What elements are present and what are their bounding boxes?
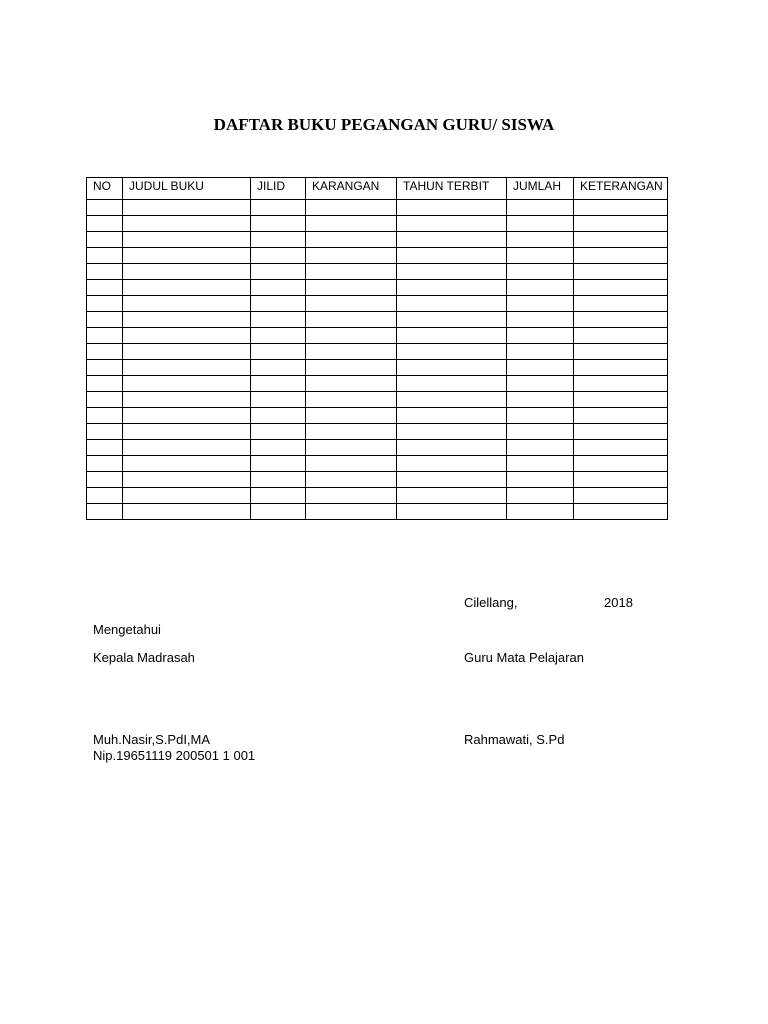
header-karangan: KARANGAN	[306, 178, 397, 200]
table-cell	[574, 200, 668, 216]
table-cell	[574, 424, 668, 440]
header-jilid: JILID	[251, 178, 306, 200]
header-jumlah: JUMLAH	[507, 178, 574, 200]
table-cell	[397, 392, 507, 408]
table-row	[87, 472, 668, 488]
table-cell	[306, 280, 397, 296]
table-cell	[87, 376, 123, 392]
table-cell	[87, 296, 123, 312]
table-cell	[397, 488, 507, 504]
table-cell	[123, 280, 251, 296]
table-cell	[306, 440, 397, 456]
table-row	[87, 440, 668, 456]
table-cell	[306, 472, 397, 488]
table-cell	[507, 488, 574, 504]
table-cell	[306, 360, 397, 376]
table-row	[87, 376, 668, 392]
table-cell	[397, 264, 507, 280]
table-cell	[123, 440, 251, 456]
right-signer-name: Rahmawati, S.Pd	[464, 732, 565, 747]
table-cell	[397, 280, 507, 296]
table-cell	[306, 248, 397, 264]
table-cell	[306, 328, 397, 344]
table-cell	[397, 200, 507, 216]
table-cell	[507, 360, 574, 376]
header-judul-buku: JUDUL BUKU	[123, 178, 251, 200]
table-cell	[574, 344, 668, 360]
table-cell	[123, 424, 251, 440]
table-cell	[251, 456, 306, 472]
table-cell	[574, 504, 668, 520]
table-cell	[306, 200, 397, 216]
table-cell	[306, 376, 397, 392]
table-cell	[574, 280, 668, 296]
table-cell	[397, 328, 507, 344]
table-cell	[87, 200, 123, 216]
table-cell	[306, 488, 397, 504]
table-cell	[87, 424, 123, 440]
table-cell	[397, 296, 507, 312]
table-cell	[397, 312, 507, 328]
left-signer-name: Muh.Nasir,S.PdI,MA	[93, 732, 211, 747]
table-cell	[123, 248, 251, 264]
table-cell	[87, 440, 123, 456]
table-row	[87, 216, 668, 232]
table-cell	[397, 232, 507, 248]
table-cell	[87, 360, 123, 376]
table-cell	[397, 440, 507, 456]
table-cell	[123, 408, 251, 424]
table-cell	[251, 424, 306, 440]
table-cell	[507, 392, 574, 408]
table-cell	[306, 456, 397, 472]
table-cell	[251, 248, 306, 264]
table-cell	[507, 200, 574, 216]
header-keterangan: KETERANGAN	[574, 178, 668, 200]
table-cell	[123, 312, 251, 328]
table-cell	[507, 472, 574, 488]
table-cell	[87, 344, 123, 360]
table-cell	[123, 216, 251, 232]
table-cell	[123, 232, 251, 248]
table-cell	[251, 280, 306, 296]
table-cell	[87, 456, 123, 472]
table-cell	[397, 376, 507, 392]
table-cell	[574, 408, 668, 424]
table-cell	[251, 232, 306, 248]
table-cell	[574, 312, 668, 328]
signature-place: Cilellang,	[464, 595, 518, 610]
book-list-table	[86, 177, 668, 520]
table-cell	[123, 328, 251, 344]
table-header-row	[87, 178, 668, 200]
table-cell	[251, 392, 306, 408]
table-cell	[87, 392, 123, 408]
table-cell	[306, 312, 397, 328]
table-row	[87, 344, 668, 360]
table-row	[87, 488, 668, 504]
table-cell	[507, 312, 574, 328]
table-cell	[507, 424, 574, 440]
table-cell	[123, 264, 251, 280]
table-cell	[87, 264, 123, 280]
table-cell	[507, 328, 574, 344]
table-cell	[87, 328, 123, 344]
table-cell	[397, 248, 507, 264]
table-cell	[306, 504, 397, 520]
table-row	[87, 456, 668, 472]
table-cell	[507, 440, 574, 456]
table-cell	[251, 360, 306, 376]
table-cell	[251, 440, 306, 456]
table-cell	[574, 216, 668, 232]
table-cell	[507, 232, 574, 248]
table-cell	[251, 504, 306, 520]
table-row	[87, 312, 668, 328]
table-cell	[574, 296, 668, 312]
table-cell	[507, 264, 574, 280]
table-cell	[397, 456, 507, 472]
table-cell	[507, 248, 574, 264]
table-cell	[251, 200, 306, 216]
table-cell	[87, 216, 123, 232]
table-row	[87, 504, 668, 520]
table-cell	[251, 472, 306, 488]
table-body	[87, 200, 668, 520]
table-cell	[507, 280, 574, 296]
right-role: Guru Mata Pelajaran	[464, 650, 584, 665]
table-cell	[123, 344, 251, 360]
table-cell	[306, 424, 397, 440]
table-cell	[251, 344, 306, 360]
table-cell	[507, 504, 574, 520]
table-row	[87, 408, 668, 424]
table-row	[87, 200, 668, 216]
table-row	[87, 392, 668, 408]
table-cell	[507, 408, 574, 424]
table-cell	[574, 472, 668, 488]
table-cell	[574, 456, 668, 472]
table-cell	[306, 264, 397, 280]
table-row	[87, 232, 668, 248]
table-row	[87, 264, 668, 280]
table-cell	[87, 248, 123, 264]
table-cell	[87, 280, 123, 296]
table-cell	[251, 488, 306, 504]
table-cell	[306, 232, 397, 248]
table-cell	[574, 232, 668, 248]
table-cell	[507, 344, 574, 360]
table-cell	[87, 472, 123, 488]
table-cell	[507, 216, 574, 232]
table-cell	[397, 504, 507, 520]
table-cell	[87, 504, 123, 520]
table-cell	[574, 264, 668, 280]
table-cell	[507, 296, 574, 312]
table-cell	[251, 264, 306, 280]
table-cell	[574, 440, 668, 456]
table-row	[87, 424, 668, 440]
table-cell	[87, 232, 123, 248]
table-cell	[87, 488, 123, 504]
table-cell	[87, 408, 123, 424]
table-cell	[123, 376, 251, 392]
table-cell	[397, 472, 507, 488]
table-cell	[123, 360, 251, 376]
table-cell	[306, 392, 397, 408]
table-cell	[397, 408, 507, 424]
table-cell	[123, 456, 251, 472]
table-cell	[123, 504, 251, 520]
table-cell	[306, 408, 397, 424]
signature-year: 2018	[604, 595, 633, 610]
table-cell	[574, 360, 668, 376]
table-cell	[251, 376, 306, 392]
table-cell	[397, 424, 507, 440]
table-cell	[251, 312, 306, 328]
table-cell	[397, 344, 507, 360]
table-cell	[251, 408, 306, 424]
table-cell	[507, 456, 574, 472]
table-cell	[574, 488, 668, 504]
left-signer-nip: Nip.19651119 200501 1 001	[93, 748, 256, 763]
table-cell	[251, 216, 306, 232]
acknowledged-label: Mengetahui	[93, 622, 161, 637]
table-cell	[397, 360, 507, 376]
table-cell	[574, 392, 668, 408]
table-cell	[87, 312, 123, 328]
table-cell	[306, 296, 397, 312]
table-cell	[123, 488, 251, 504]
table-row	[87, 280, 668, 296]
table-row	[87, 360, 668, 376]
table-cell	[123, 392, 251, 408]
table-cell	[251, 328, 306, 344]
table-row	[87, 248, 668, 264]
table-cell	[397, 216, 507, 232]
page-title: DAFTAR BUKU PEGANGAN GURU/ SISWA	[213, 115, 555, 134]
header-tahun-terbit: TAHUN TERBIT	[397, 178, 507, 200]
table-cell	[123, 296, 251, 312]
table-cell	[306, 344, 397, 360]
table-cell	[574, 376, 668, 392]
table-cell	[251, 296, 306, 312]
table-cell	[123, 200, 251, 216]
table-cell	[123, 472, 251, 488]
header-no: NO	[87, 178, 123, 200]
table-cell	[306, 216, 397, 232]
left-role: Kepala Madrasah	[93, 650, 195, 665]
table-row	[87, 296, 668, 312]
table-cell	[574, 248, 668, 264]
table-cell	[574, 328, 668, 344]
table-row	[87, 328, 668, 344]
table-cell	[507, 376, 574, 392]
